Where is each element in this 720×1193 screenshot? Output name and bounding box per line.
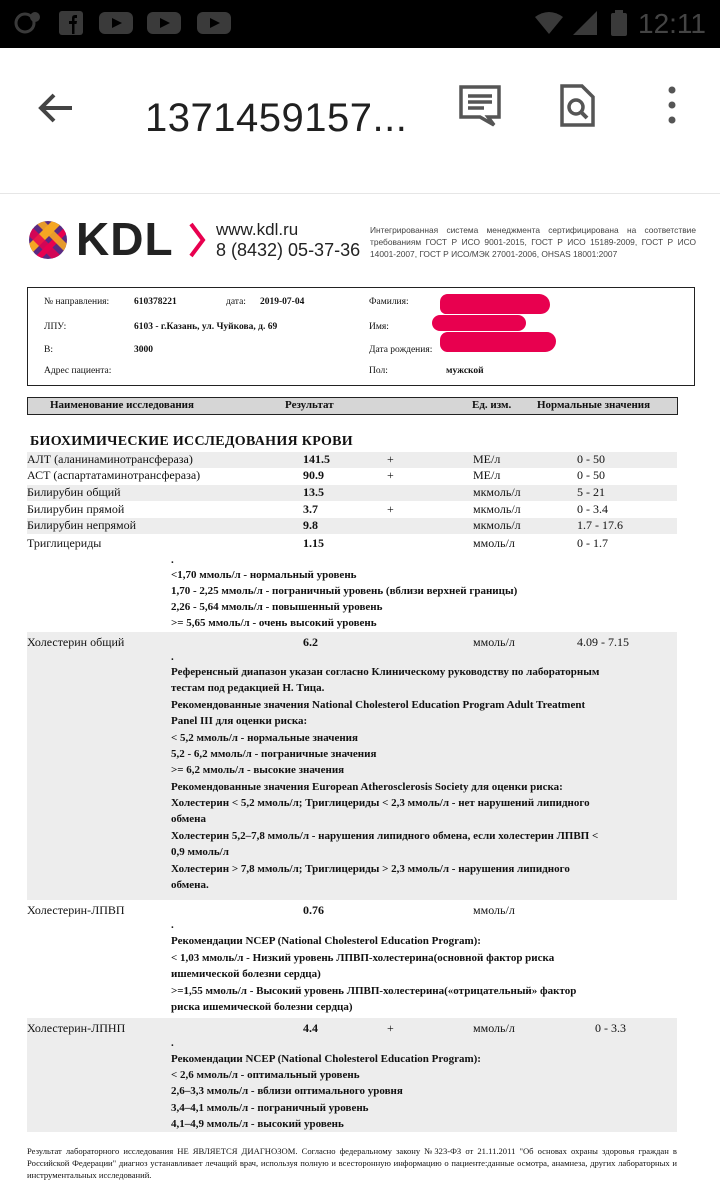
youtube-icon bbox=[146, 10, 182, 36]
disclaimer: Результат лабораторного исследования НЕ ЯВЛЯЕТСЯ ДИАГНОЗОМ. Согласно федеральному закону №323-ФЗ от 21.11.2011 "Об основах охраны здоровья граждан в Российской Федерации" диагноз устанавливает лечащий врач, используя полную и всесторонную информацию о пациенте:данные осмотра, анамнеза, других лабораторных и инструментальных исследований. bbox=[27, 1146, 677, 1180]
redaction-mark bbox=[440, 332, 556, 352]
status-bar bbox=[0, 0, 720, 48]
certification-text: Интегрированная система менеджмента сертифицирована на соответствие требованиям ГОСТ Р ИСО 9001-2015, ГОСТ Р ИСО 15189-2009, ГОСТ Р ИСО 14001-2007, ГОСТ Р ИСО/МЭК 27001-2006, OHSAS 18001:2007 bbox=[370, 225, 696, 259]
more-options-icon[interactable] bbox=[650, 84, 694, 128]
test-unit: ммоль/л bbox=[473, 1021, 515, 1035]
test-flag: + bbox=[387, 452, 394, 466]
test-value: 4.4 bbox=[303, 1021, 318, 1035]
table-row bbox=[27, 502, 677, 518]
youtube-icon bbox=[196, 10, 232, 36]
signal-icon bbox=[572, 10, 598, 36]
test-unit: мкмоль/л bbox=[473, 502, 521, 516]
facebook-icon bbox=[58, 10, 84, 36]
note-line: <1,70 ммоль/л - нормальный уровень bbox=[171, 569, 357, 581]
note-line: 0,9 ммоль/л bbox=[171, 846, 229, 858]
test-value: 6.2 bbox=[303, 635, 318, 649]
triglycerides-note bbox=[27, 552, 677, 632]
test-name: АЛТ (аланинаминотрансфераза) bbox=[27, 452, 193, 466]
test-normal: 0 - 1.7 bbox=[577, 536, 608, 550]
note-line: Рекомендованные значения National Cholesterol Education Program Adult Treatment bbox=[171, 699, 586, 711]
test-flag: + bbox=[387, 468, 394, 482]
results-table-header bbox=[27, 397, 678, 415]
test-unit: ммоль/л bbox=[473, 536, 515, 550]
address-label: Адрес пациента: bbox=[44, 366, 112, 376]
chevron-icon bbox=[188, 222, 206, 258]
table-row bbox=[27, 632, 677, 900]
col-normal: Нормальные значения bbox=[537, 399, 651, 411]
test-name: Холестерин-ЛПНП bbox=[27, 1021, 126, 1035]
redaction-mark bbox=[432, 315, 526, 331]
note-line: 2,26 - 5,64 ммоль/л - повышенный уровень bbox=[171, 601, 383, 613]
note-line: тестам под редакцией Н. Тица. bbox=[171, 682, 325, 694]
note-line: . bbox=[171, 919, 174, 931]
test-unit: ммоль/л bbox=[473, 903, 515, 917]
test-unit: ммоль/л bbox=[473, 635, 515, 649]
kdl-logo-mark bbox=[28, 220, 68, 260]
note-line: 5,2 - 6,2 ммоль/л - пограничные значения bbox=[171, 748, 377, 760]
website[interactable]: www.kdl.ru bbox=[216, 220, 299, 239]
test-name: Билирубин общий bbox=[27, 485, 121, 499]
birth-label: Дата рождения: bbox=[369, 345, 433, 355]
test-normal: 0 - 3.3 bbox=[595, 1021, 626, 1035]
note-line: Рекомендации NCEP (National Cholesterol Education Program): bbox=[171, 1053, 481, 1065]
note-line: Холестерин < 5,2 ммоль/л; Триглицериды < 2,3 ммоль/л - нет нарушений липидного bbox=[171, 797, 590, 809]
note-line: >= 6,2 ммоль/л - высокие значения bbox=[171, 764, 345, 776]
battery-icon bbox=[610, 10, 628, 36]
test-unit: мкмоль/л bbox=[473, 485, 521, 499]
note-line: Холестерин > 7,8 ммоль/л; Триглицериды > 2,3 ммоль/л - нарушения липидного bbox=[171, 863, 570, 875]
patient-info-box bbox=[27, 287, 695, 386]
test-unit: МЕ/л bbox=[473, 452, 501, 466]
note-line: Рекомендации NCEP (National Cholesterol Education Program): bbox=[171, 935, 481, 947]
test-name: АСТ (аспартатаминотрансфераза) bbox=[27, 468, 201, 482]
table-row bbox=[27, 900, 677, 1018]
note-line: < 2,6 ммоль/л - оптимальный уровень bbox=[171, 1069, 360, 1081]
table-row bbox=[27, 1018, 677, 1132]
test-value: 3.7 bbox=[303, 502, 318, 516]
test-name: Холестерин общий bbox=[27, 635, 125, 649]
lpu-label: ЛПУ: bbox=[44, 322, 67, 332]
lpu-value: 6103 - г.Казань, ул. Чуйкова, д. 69 bbox=[134, 322, 278, 332]
test-normal: 5 - 21 bbox=[577, 485, 605, 499]
note-line: риска ишемической болезни сердца) bbox=[171, 1001, 353, 1013]
test-name: Билирубин прямой bbox=[27, 502, 125, 516]
wifi-icon bbox=[534, 10, 564, 36]
test-normal: 4.09 - 7.15 bbox=[577, 635, 629, 649]
table-row bbox=[27, 518, 677, 534]
test-name: Триглицериды bbox=[27, 536, 102, 550]
sex-value: мужской bbox=[446, 366, 484, 376]
note-line: обмена. bbox=[171, 879, 209, 891]
test-value: 1.15 bbox=[303, 536, 324, 550]
note-line: Референсный диапазон указан согласно Клиническому руководству по лабораторным bbox=[171, 666, 600, 678]
youtube-icon bbox=[98, 10, 134, 36]
brand-name: KDL bbox=[76, 213, 174, 265]
note-line: ишемической болезни сердца) bbox=[171, 968, 321, 980]
v-label: В: bbox=[44, 345, 53, 355]
back-arrow-icon[interactable] bbox=[36, 88, 76, 128]
note-line: >= 5,65 ммоль/л - очень высокий уровень bbox=[171, 617, 377, 629]
note-line: . bbox=[171, 554, 174, 566]
test-value: 0.76 bbox=[303, 903, 324, 917]
note-line: Panel III для оценки риска: bbox=[171, 715, 308, 727]
v-value: 3000 bbox=[134, 345, 153, 355]
note-line: 4,1–4,9 ммоль/л - высокий уровень bbox=[171, 1118, 344, 1130]
clock: 12:11 bbox=[638, 8, 706, 39]
test-value: 141.5 bbox=[303, 452, 330, 466]
note-line: обмена bbox=[171, 813, 206, 825]
phone: 8 (8432) 05-37-36 bbox=[216, 240, 361, 260]
search-document-icon[interactable] bbox=[556, 84, 600, 128]
note-line: >=1,55 ммоль/л - Высокий уровень ЛПВП-холестерина(«отрицательный» фактор bbox=[171, 985, 577, 997]
referral-value: 610378221 bbox=[134, 297, 177, 307]
test-unit: мкмоль/л bbox=[473, 518, 521, 532]
test-flag: + bbox=[387, 502, 394, 516]
pdf-page[interactable] bbox=[0, 194, 720, 1193]
referral-label: № направления: bbox=[44, 297, 110, 307]
note-line: 2,6–3,3 ммоль/л - вблизи оптимального уровня bbox=[171, 1085, 403, 1097]
name-label: Имя: bbox=[369, 322, 389, 332]
date-value: 2019-07-04 bbox=[260, 297, 305, 307]
table-row bbox=[27, 468, 677, 484]
document-title: 1371459157... bbox=[145, 96, 408, 140]
col-result: Результат bbox=[285, 399, 334, 411]
note-line: 3,4–4,1 ммоль/л - пограничный уровень bbox=[171, 1102, 369, 1114]
note-line: < 5,2 ммоль/л - нормальные значения bbox=[171, 732, 358, 744]
comment-icon[interactable] bbox=[458, 84, 502, 128]
app-bar bbox=[0, 48, 720, 194]
test-normal: 0 - 50 bbox=[577, 452, 605, 466]
test-value: 90.9 bbox=[303, 468, 324, 482]
test-unit: МЕ/л bbox=[473, 468, 501, 482]
test-value: 9.8 bbox=[303, 518, 318, 532]
note-line: . bbox=[171, 651, 174, 663]
test-normal: 0 - 50 bbox=[577, 468, 605, 482]
section-title: БИОХИМИЧЕСКИЕ ИССЛЕДОВАНИЯ КРОВИ bbox=[30, 434, 353, 449]
table-row bbox=[27, 536, 677, 552]
sex-label: Пол: bbox=[369, 366, 388, 376]
note-line: . bbox=[171, 1037, 174, 1049]
note-line: 1,70 - 2,25 ммоль/л - пограничный уровень (вблизи верхней границы) bbox=[171, 585, 518, 597]
notification-icon bbox=[14, 10, 42, 36]
test-normal: 0 - 3.4 bbox=[577, 502, 608, 516]
col-name: Наименование исследования bbox=[50, 399, 194, 411]
test-value: 13.5 bbox=[303, 485, 324, 499]
date-label: дата: bbox=[226, 297, 246, 307]
test-name: Билирубин непрямой bbox=[27, 518, 137, 532]
test-name: Холестерин-ЛПВП bbox=[27, 903, 125, 917]
test-flag: + bbox=[387, 1021, 394, 1035]
note-line: < 1,03 ммоль/л - Низкий уровень ЛПВП-холестерина(основной фактор риска bbox=[171, 952, 555, 964]
table-row bbox=[27, 452, 677, 468]
col-unit: Ед. изм. bbox=[472, 399, 512, 411]
note-line: Рекомендованные значения European Atherosclerosis Society для оценки риска: bbox=[171, 781, 563, 793]
table-row bbox=[27, 485, 677, 501]
surname-label: Фамилия: bbox=[369, 297, 409, 307]
test-normal: 1.7 - 17.6 bbox=[577, 518, 623, 532]
redaction-mark bbox=[440, 294, 550, 314]
note-line: Холестерин 5,2–7,8 ммоль/л - нарушения липидного обмена, если холестерин ЛПВП < bbox=[171, 830, 599, 842]
